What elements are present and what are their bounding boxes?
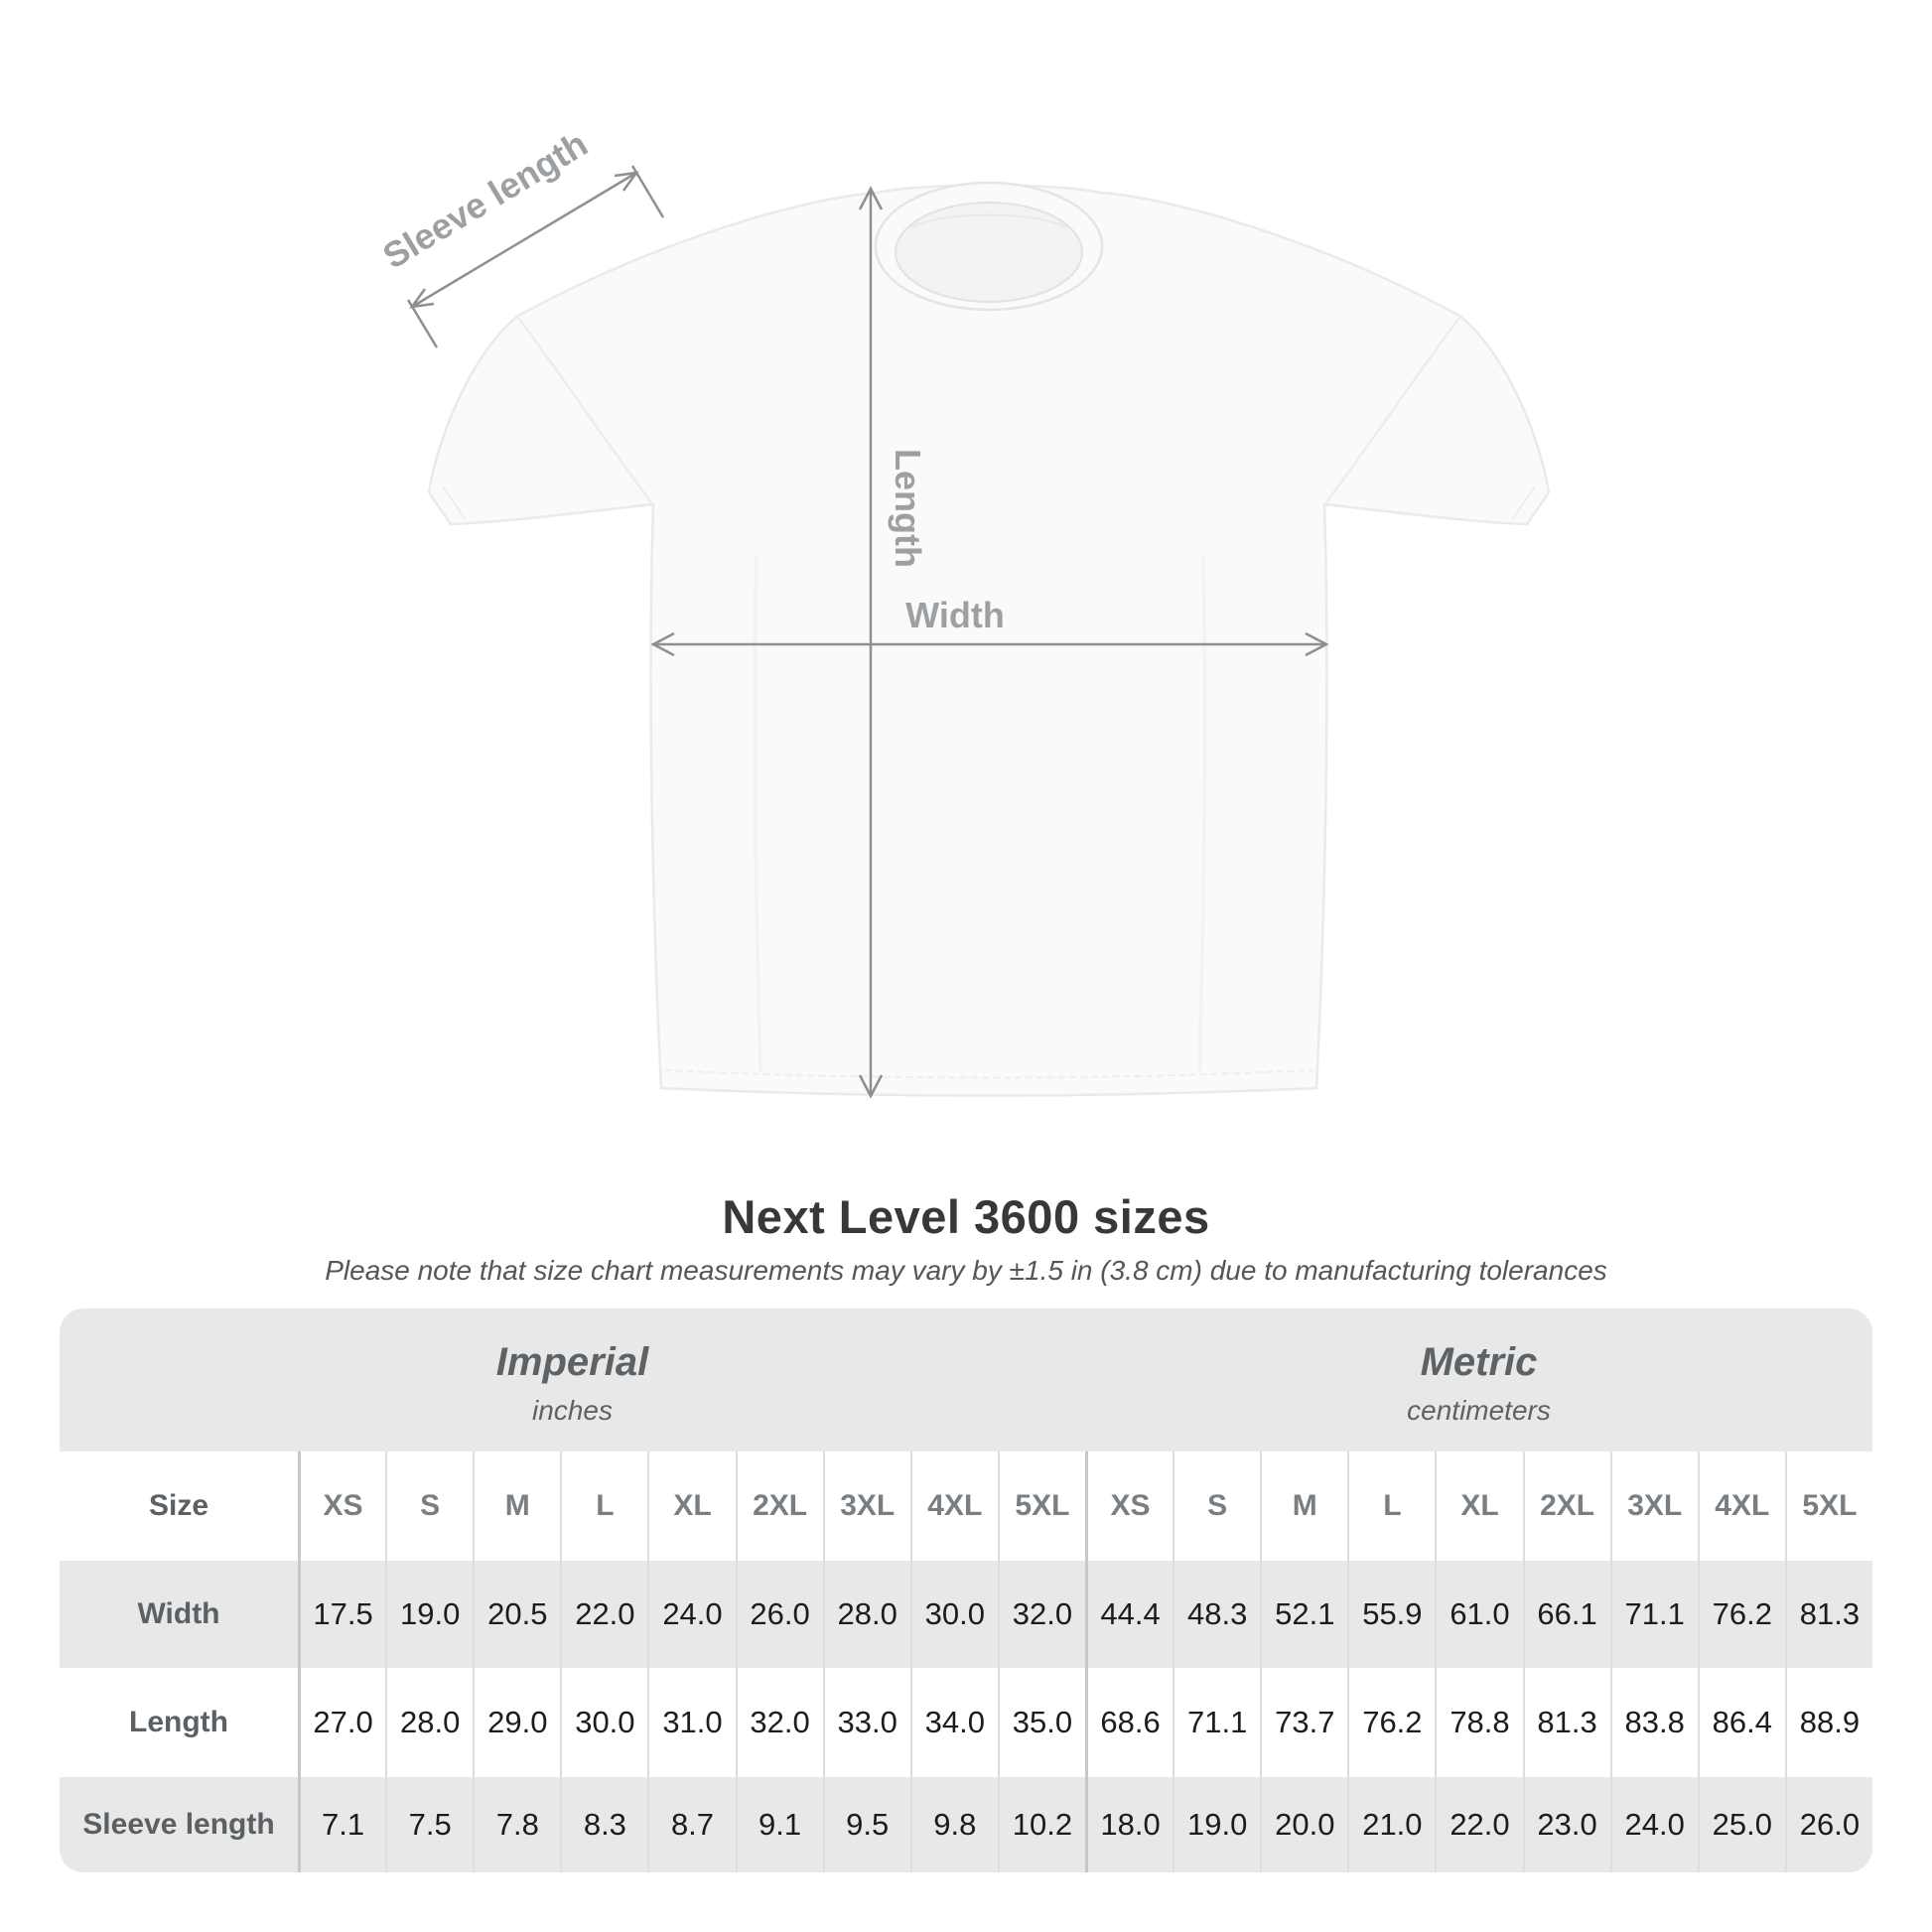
cell-metric: 61.0 bbox=[1435, 1561, 1522, 1668]
size-header-imperial-xl: XL bbox=[647, 1451, 735, 1561]
cell-metric: 68.6 bbox=[1085, 1668, 1173, 1777]
imperial-group-header bbox=[60, 1309, 1085, 1451]
cell-metric: 78.8 bbox=[1435, 1668, 1522, 1777]
size-header-imperial-l: L bbox=[560, 1451, 647, 1561]
cell-imperial: 7.8 bbox=[473, 1777, 560, 1872]
sleeve-length-label: Sleeve length bbox=[375, 122, 595, 277]
size-header-metric-l: L bbox=[1347, 1451, 1435, 1561]
cell-imperial: 32.0 bbox=[998, 1561, 1085, 1668]
size-header-metric-xl: XL bbox=[1435, 1451, 1522, 1561]
cell-metric: 81.3 bbox=[1523, 1668, 1610, 1777]
size-table bbox=[60, 1309, 1872, 1872]
cell-metric: 19.0 bbox=[1173, 1777, 1260, 1872]
cell-imperial: 19.0 bbox=[385, 1561, 473, 1668]
size-header-metric-3xl: 3XL bbox=[1610, 1451, 1698, 1561]
cell-imperial: 9.1 bbox=[736, 1777, 823, 1872]
cell-metric: 86.4 bbox=[1698, 1668, 1785, 1777]
cell-imperial: 9.5 bbox=[823, 1777, 910, 1872]
tshirt-outline bbox=[429, 186, 1549, 1096]
collar-opening bbox=[896, 203, 1082, 302]
cell-imperial: 33.0 bbox=[823, 1668, 910, 1777]
imperial-group-unit: inches bbox=[532, 1394, 613, 1426]
cell-imperial: 26.0 bbox=[736, 1561, 823, 1668]
cell-imperial: 32.0 bbox=[736, 1668, 823, 1777]
size-header-metric-s: S bbox=[1173, 1451, 1260, 1561]
cell-metric: 23.0 bbox=[1523, 1777, 1610, 1872]
cell-metric: 71.1 bbox=[1173, 1668, 1260, 1777]
cell-imperial: 28.0 bbox=[385, 1668, 473, 1777]
cell-metric: 25.0 bbox=[1698, 1777, 1785, 1872]
size-header-imperial-3xl: 3XL bbox=[823, 1451, 910, 1561]
cell-imperial: 28.0 bbox=[823, 1561, 910, 1668]
size-header-metric-xs: XS bbox=[1085, 1451, 1173, 1561]
cell-imperial: 7.1 bbox=[298, 1777, 385, 1872]
size-header-metric-5xl: 5XL bbox=[1785, 1451, 1872, 1561]
cell-imperial: 20.5 bbox=[473, 1561, 560, 1668]
size-header-imperial-4xl: 4XL bbox=[910, 1451, 998, 1561]
cell-metric: 26.0 bbox=[1785, 1777, 1872, 1872]
cell-imperial: 22.0 bbox=[560, 1561, 647, 1668]
row-label-width: Width bbox=[137, 1597, 220, 1630]
cell-imperial: 9.8 bbox=[910, 1777, 998, 1872]
cell-imperial: 10.2 bbox=[998, 1777, 1085, 1872]
tolerance-note: Please note that size chart measurements may vary by ±1.5 in (3.8 cm) due to manufacturing tolerances bbox=[325, 1255, 1607, 1286]
cell-imperial: 24.0 bbox=[647, 1561, 735, 1668]
cell-metric: 71.1 bbox=[1610, 1561, 1698, 1668]
cell-metric: 52.1 bbox=[1260, 1561, 1347, 1668]
cell-metric: 66.1 bbox=[1523, 1561, 1610, 1668]
cell-metric: 55.9 bbox=[1347, 1561, 1435, 1668]
cell-metric: 20.0 bbox=[1260, 1777, 1347, 1872]
row-label-length: Length bbox=[60, 1668, 298, 1777]
size-table-panel bbox=[60, 1309, 1872, 1872]
cell-imperial: 29.0 bbox=[473, 1668, 560, 1777]
size-header-imperial-s: S bbox=[385, 1451, 473, 1561]
cell-metric: 73.7 bbox=[1260, 1668, 1347, 1777]
metric-group-unit: centimeters bbox=[1407, 1394, 1551, 1426]
cell-imperial: 30.0 bbox=[910, 1561, 998, 1668]
cell-imperial: 30.0 bbox=[560, 1668, 647, 1777]
cell-imperial: 8.7 bbox=[647, 1777, 735, 1872]
cell-imperial: 35.0 bbox=[998, 1668, 1085, 1777]
cell-imperial: 34.0 bbox=[910, 1668, 998, 1777]
cell-metric: 18.0 bbox=[1085, 1777, 1173, 1872]
cell-metric: 76.2 bbox=[1347, 1668, 1435, 1777]
width-label: Width bbox=[905, 595, 1005, 635]
metric-group-title: Metric bbox=[1420, 1339, 1538, 1384]
cell-imperial: 8.3 bbox=[560, 1777, 647, 1872]
cell-metric: 48.3 bbox=[1173, 1561, 1260, 1668]
length-label: Length bbox=[888, 449, 928, 568]
size-header-imperial-m: M bbox=[473, 1451, 560, 1561]
cell-metric: 21.0 bbox=[1347, 1777, 1435, 1872]
cell-metric: 22.0 bbox=[1435, 1777, 1522, 1872]
size-header-imperial-xs: XS bbox=[298, 1451, 385, 1561]
cell-metric: 83.8 bbox=[1610, 1668, 1698, 1777]
size-header-metric-4xl: 4XL bbox=[1698, 1451, 1785, 1561]
imperial-group-title: Imperial bbox=[495, 1339, 649, 1384]
cell-imperial: 27.0 bbox=[298, 1668, 385, 1777]
row-label-sleeve-length: Sleeve length bbox=[82, 1808, 275, 1841]
size-header-metric-2xl: 2XL bbox=[1523, 1451, 1610, 1561]
cell-imperial: 17.5 bbox=[298, 1561, 385, 1668]
cell-imperial: 7.5 bbox=[385, 1777, 473, 1872]
page-title: Next Level 3600 sizes bbox=[722, 1190, 1210, 1243]
size-header-imperial-5xl: 5XL bbox=[998, 1451, 1085, 1561]
cell-metric: 44.4 bbox=[1085, 1561, 1173, 1668]
cell-metric: 76.2 bbox=[1698, 1561, 1785, 1668]
metric-group-header bbox=[1085, 1309, 1872, 1451]
cell-imperial: 31.0 bbox=[647, 1668, 735, 1777]
size-column-header: Size bbox=[60, 1451, 298, 1561]
size-header-metric-m: M bbox=[1260, 1451, 1347, 1561]
cell-metric: 24.0 bbox=[1610, 1777, 1698, 1872]
size-header-imperial-2xl: 2XL bbox=[736, 1451, 823, 1561]
cell-metric: 81.3 bbox=[1785, 1561, 1872, 1668]
cell-metric: 88.9 bbox=[1785, 1668, 1872, 1777]
